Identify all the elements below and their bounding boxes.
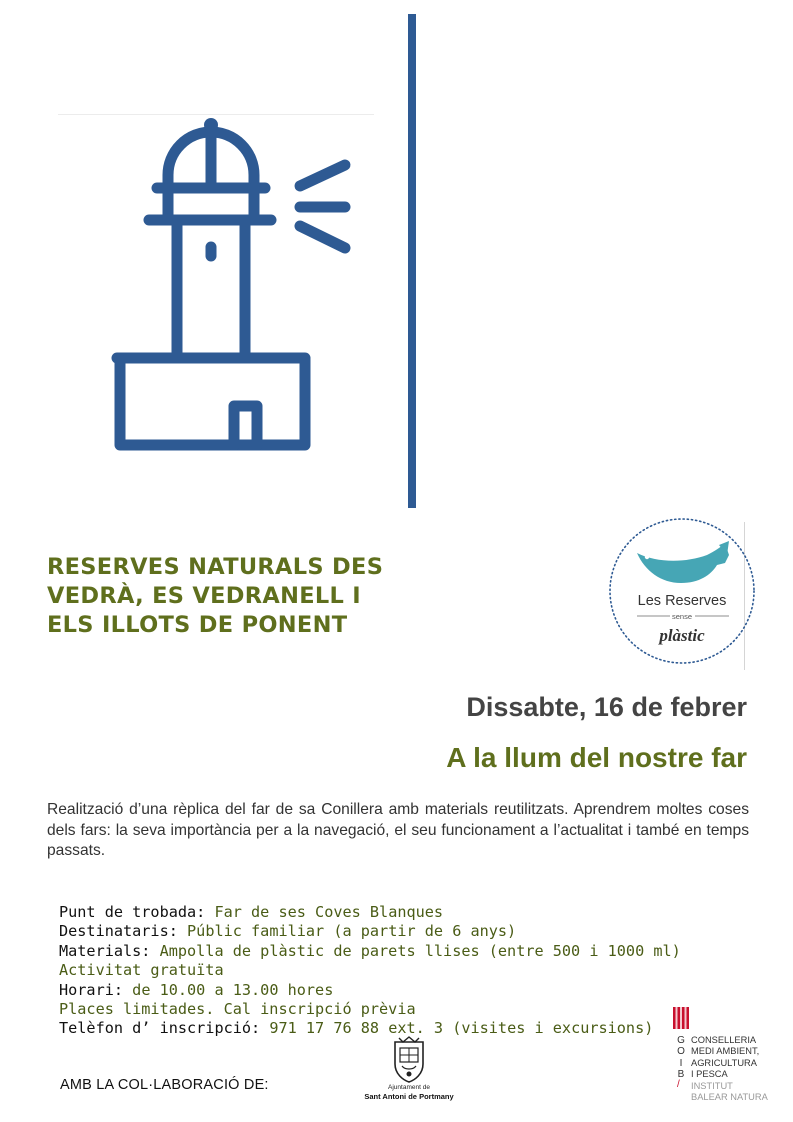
info-free	[59, 961, 699, 980]
info-value: de 10.00 a 13.00 hores	[132, 980, 334, 999]
reserve-title	[47, 553, 415, 640]
info-materials	[59, 942, 699, 961]
info-value: Activitat gratuïta	[59, 961, 224, 980]
goib-line: INSTITUT	[691, 1080, 733, 1091]
event-title: A la llum del nostre far	[446, 742, 747, 773]
info-value: Far de ses Coves Blanques	[214, 903, 444, 921]
ajuntament-name: Sant Antoni de Portmany	[364, 1092, 454, 1101]
fish-icon	[637, 543, 729, 583]
badge-line2: sense	[671, 612, 693, 621]
goib-logo	[670, 1007, 780, 1107]
info-label: Materials:	[59, 941, 151, 960]
info-label: Telèfon d’ inscripció:	[59, 1019, 261, 1038]
goib-line: I PESCA	[691, 1069, 728, 1080]
info-label: Horari:	[59, 980, 124, 999]
info-value: 971 17 76 88 ext. 3 (visites i excursions)	[269, 1019, 654, 1038]
lighthouse-icon	[105, 110, 365, 455]
goib-text	[691, 1035, 768, 1103]
divider-line	[58, 114, 374, 115]
reserve-title-line: VEDRÀ, ES VEDRANELL I	[47, 583, 361, 609]
ajuntament-logo	[358, 1036, 460, 1101]
info-audience	[59, 922, 699, 941]
info-meeting	[59, 903, 699, 922]
ajuntament-small: Ajuntament de	[388, 1084, 430, 1091]
info-value: Ampolla de plàstic de parets llises (entre 500 i 1000 ml)	[159, 941, 681, 960]
reserve-title-line: RESERVES NATURALS DES	[47, 554, 384, 580]
info-value: Places limitades. Cal inscripció prèvia	[59, 1000, 416, 1019]
vertical-divider	[408, 14, 416, 508]
reserves-sense-plastic-logo	[607, 515, 757, 667]
goib-letter: I	[679, 1057, 683, 1069]
info-places	[59, 1000, 699, 1019]
goib-letters	[676, 1035, 686, 1081]
goib-slash-icon: /	[677, 1079, 680, 1090]
info-label: Destinataris:	[59, 922, 178, 941]
info-label: Punt de trobada:	[59, 903, 206, 921]
goib-line: BALEAR NATURA	[691, 1092, 768, 1103]
goib-letter: G	[677, 1035, 685, 1046]
info-value: Públic familiar (a partir de 6 anys)	[187, 922, 517, 941]
event-date: Dissabte, 16 de febrer	[466, 692, 747, 722]
event-description: Realització d’una rèplica del far de sa Conillera amb materials reutilitzats. Aprendrem moltes coses dels fars: la seva importància per a la navegació, el seu funcionament a l’actualitat i també en temps passats.	[47, 801, 749, 859]
collaboration-label: AMB LA COL·LABORACIÓ DE:	[60, 1077, 269, 1093]
goib-line: AGRICULTURA	[691, 1057, 757, 1068]
info-block	[59, 903, 699, 1039]
info-schedule	[59, 981, 699, 1000]
balearic-flag-icon	[673, 1007, 689, 1029]
goib-letter: B	[677, 1069, 685, 1081]
badge-line3: plàstic	[659, 626, 705, 645]
coat-of-arms-icon	[389, 1036, 429, 1084]
goib-letter: O	[677, 1046, 685, 1058]
goib-line: CONSELLERIA	[691, 1035, 757, 1045]
goib-line: MEDI AMBIENT,	[691, 1046, 760, 1057]
badge-line1: Les Reserves	[637, 593, 727, 609]
reserve-title-line: ELS ILLOTS DE PONENT	[47, 612, 348, 638]
